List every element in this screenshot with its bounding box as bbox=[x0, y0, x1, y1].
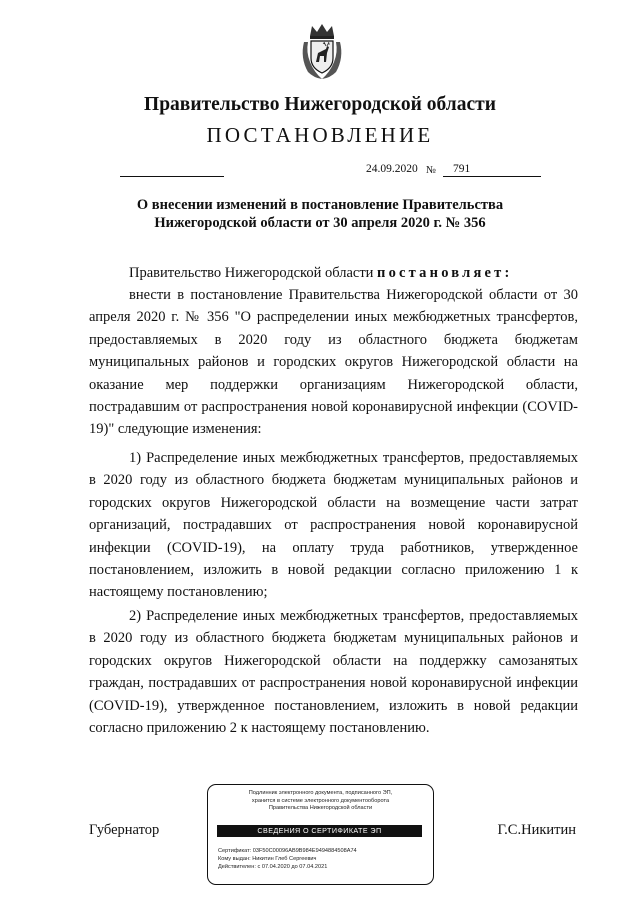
stamp-note bbox=[208, 790, 433, 813]
government-title: Правительство Нижегородской области bbox=[144, 94, 496, 115]
intro-prefix: Правительство Нижегородской области bbox=[129, 265, 374, 281]
item-2-paragraph: 2) Распределение иных межбюджетных трансфертов, предоставляемых в 2020 году из областного бюджета бюджетам муниципальных районов и городских округов Нижегородской области на поддержку самозанятых граждан, пострадавших от распространения новой коронавирусной инфекции (COVID-19), утвержденное постановлением, изложить в новой редакции согласно приложению 2 к настоящему постановлению. bbox=[89, 608, 578, 737]
number-sign: № bbox=[426, 165, 437, 176]
subject-line-1: О внесении изменений в постановление Правительства bbox=[136, 197, 504, 213]
stamp-note-line-2: хранится в системе электронного документооборота bbox=[251, 797, 390, 804]
document-subject bbox=[100, 196, 540, 232]
intro-verb: постановляет: bbox=[377, 265, 513, 281]
electronic-signature-stamp bbox=[207, 784, 434, 885]
document-date: 24.09.2020 bbox=[366, 163, 418, 175]
stamp-note-line-3: Правительства Нижегородской области bbox=[268, 805, 373, 811]
main-paragraph: внести в постановление Правительства Нижегородской области от 30 апреля 2020 г. № 356 "О распределении иных межбюджетных трансфертов, предоставляемых в 2020 году из областного бюджета бюджетам муниципальных районов и городских округов Нижегородской области на оказание мер поддержки организациям Нижегородской области, пострадавшим от распространения новой коронавирусной инфекции (COVID-19)" следующие изменения: bbox=[89, 287, 578, 438]
stamp-issued-to: Кому выдан: Никитин Глеб Сергеевич bbox=[218, 856, 317, 862]
nizhny-novgorod-coat-of-arms-icon bbox=[300, 22, 344, 80]
stamp-certificate: Сертификат: 03F50C00096AB9B984E9494884508A74 bbox=[218, 848, 357, 854]
stamp-validity: Действителен: с 07.04.2020 до 07.04.2021 bbox=[218, 864, 328, 870]
blank-line bbox=[120, 176, 224, 177]
signatory-title: Губернатор bbox=[89, 822, 160, 838]
signatory-name: Г.С.Никитин bbox=[497, 822, 576, 838]
stamp-note-line-1: Подлинник электронного документа, подписанного ЭП, bbox=[248, 790, 393, 796]
stamp-header: СВЕДЕНИЯ О СЕРТИФИКАТЕ ЭП bbox=[217, 825, 422, 837]
document-number: 791 bbox=[443, 162, 541, 177]
item-1-paragraph: 1) Распределение иных межбюджетных трансфертов, предоставляемых в 2020 году из областного бюджета бюджетам муниципальных районов и городских округов Нижегородской области на возмещение части затрат организаций, пострадавших от распространения новой коронавирусной инфекции (COVID-19), на оплату труда работников, утвержденное постановлением, изложить в новой редакции согласно приложению 1 к настоящему постановлению; bbox=[89, 450, 578, 601]
document-type: ПОСТАНОВЛЕНИЕ bbox=[206, 123, 434, 147]
intro-paragraph bbox=[89, 262, 578, 284]
subject-line-2: Нижегородской области от 30 апреля 2020 г. № 356 bbox=[154, 215, 486, 231]
